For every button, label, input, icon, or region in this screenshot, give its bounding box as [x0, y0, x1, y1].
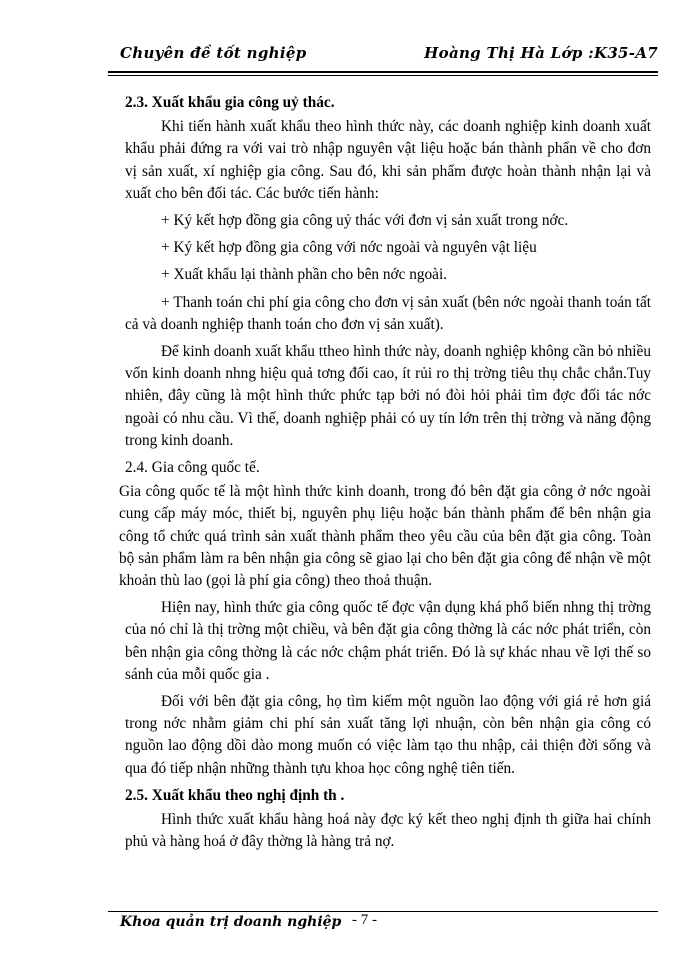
header-author-class: Hoàng Thị Hà Lớp :K35-A7	[424, 44, 658, 62]
section-heading-2-4: 2.4. Gia công quốc tế.	[125, 459, 260, 477]
list-item: + Xuất khẩu lại thành phần cho bên nớc ngoài.	[161, 266, 448, 284]
paragraph: Đối với bên đặt gia công, họ tìm kiếm một nguồn lao động với giá rẻ hơn giá trong nớc nhằm giảm chi phí sản xuất tăng lợi nhuận, còn bên nhận gia công có nguồn lao động dồi dào mong muốn có việc làm tạo thu nhập, cải thiện đời sống và qua đó tiếp nhận những thành tựu khoa học công nghệ tiên tiến.	[125, 693, 651, 777]
list-item: + Ký kết hợp đồng gia công với nớc ngoài và nguyên vật liệu	[161, 239, 537, 257]
section-heading-2-3: 2.3. Xuất khẩu gia công uỷ thác.	[125, 94, 335, 111]
section-heading-2-5: 2.5. Xuất khẩu theo nghị định th .	[125, 786, 345, 804]
paragraph: Để kinh doanh xuất khẩu ttheo hình thức này, doanh nghiệp không cần bỏ nhiều vốn kinh doanh nhng hiệu quả tơng đối cao, ít rủi ro thị trờng tiêu thụ chắc chắn.Tuy nhiên, đây cũng là một hình thức phức tạp bởi nó đòi hỏi phải tìm đợc đối tác nớc ngoài có nhu cầu. Vì thế, doanh nghiệp phải có uy tín lớn trên thị trờng và năng động trong kinh doanh.	[125, 343, 651, 449]
list-item: + Ký kết hợp đồng gia công uỷ thác với đơn vị sản xuất trong nớc.	[161, 212, 569, 230]
header-thesis-title: Chuyên đề tốt nghiệp	[120, 44, 307, 62]
paragraph: Hiện nay, hình thức gia công quốc tế đợc vận dụng khá phổ biến nhng thị trờng của nó chỉ là thị trờng một chiều, và bên đặt gia công thờng là các nớc phát triển, còn bên nhận gia công thờng là các nớc chậm phát triển. Đó là sự khác nhau về lợi thế so sánh của mỗi quốc gia .	[125, 599, 651, 683]
footer-faculty: Khoa quản trị doanh nghiệp	[120, 914, 342, 930]
paragraph: + Thanh toán chi phí gia công cho đơn vị sản xuất (bên nớc ngoài thanh toán tất cả và doanh nghiệp thanh toán cho đơn vị sản xuất).	[125, 293, 651, 333]
paragraph: Gia công quốc tế là một hình thức kinh doanh, trong đó bên đặt gia công ở nớc ngoài cung cấp máy móc, thiết bị, nguyên phụ liệu hoặc bán thành phẩm để bên nhận gia công tổ chức quá trình sản xuất thành phẩm theo yêu cầu của bên đặt gia công. Toàn bộ sản phẩm làm ra bên nhận gia công sẽ giao lại cho bên đặt gia công để nhận về một khoản thù lao (gọi là phí gia công) theo thoả thuận.	[119, 483, 651, 590]
header-rule-thick	[108, 71, 658, 73]
paragraph: Khi tiến hành xuất khẩu theo hình thức này, các doanh nghiệp kinh doanh xuất khẩu phải đứng ra với vai trò nhập nguyên vật liệu hoặc bán thành phẩn về cho đơn vị sản xuất, xí nghiệp gia công. Sau đó, khi sản phẩm được hoàn thành nhận lại và xuất cho bên đối tác. Các bước tiến hành:	[125, 118, 651, 202]
page-header	[108, 44, 658, 74]
paragraph: Hình thức xuất khẩu hàng hoá này đợc ký kết theo nghị định th giữa hai chính phủ và hàng hoá ở đây thờng là hàng trả nợ.	[125, 811, 651, 851]
footer-rule	[108, 911, 658, 912]
document-body	[119, 92, 651, 859]
header-rule-thin	[108, 75, 658, 76]
page-number: - 7 -	[352, 912, 377, 928]
